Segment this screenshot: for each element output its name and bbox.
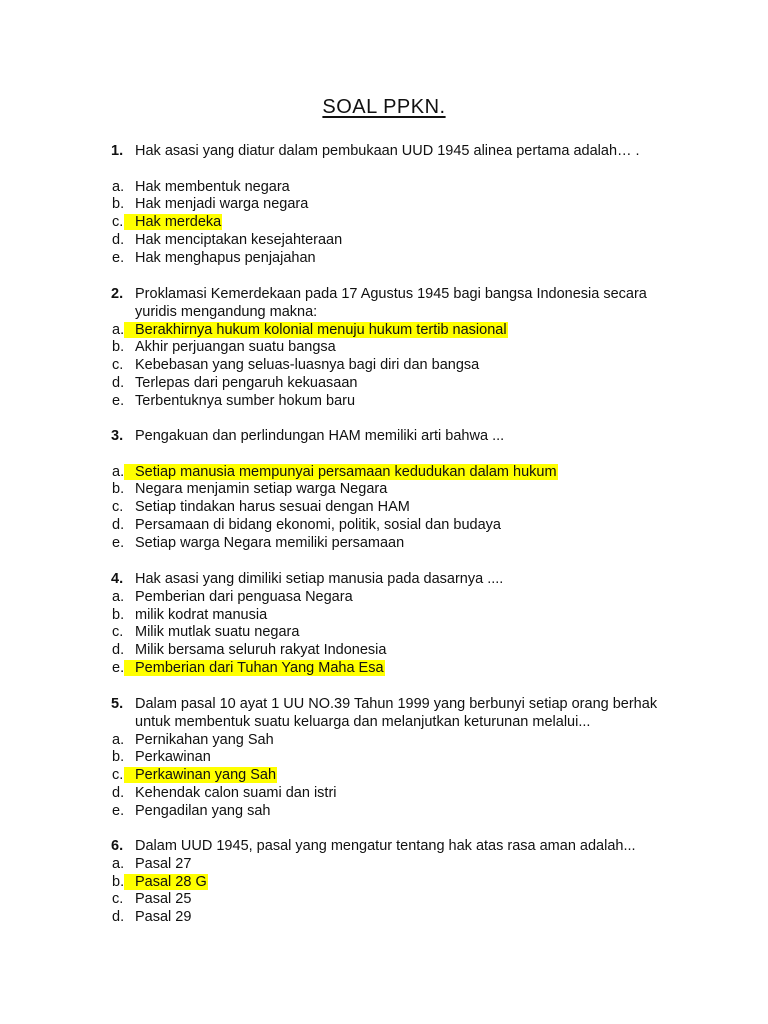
option-letter: e. <box>112 802 125 819</box>
option-letter: c. <box>112 624 124 641</box>
option-letter: d. <box>112 784 125 801</box>
option-letter: b. <box>112 481 125 498</box>
question-text: Pengakuan dan perlindungan HAM memiliki arti bahwa ... <box>135 428 505 444</box>
option-d <box>0 517 768 535</box>
question-number: 3. <box>111 428 124 444</box>
option-d <box>0 785 768 803</box>
option-text: Kehendak calon suami dan istri <box>135 784 337 801</box>
option-letter: d. <box>112 642 125 659</box>
option-text: Perkawinan <box>135 749 211 766</box>
option-text: Milik mutlak suatu negara <box>135 624 300 641</box>
option-e <box>0 393 768 411</box>
option-text: Hak menciptakan kesejahteraan <box>135 231 343 248</box>
option-b <box>0 607 768 625</box>
option-c <box>0 624 768 642</box>
option-b <box>0 196 768 214</box>
option-e-highlighted <box>0 660 768 678</box>
option-e <box>0 250 768 268</box>
option-text-highlighted: Berakhirnya hukum kolonial menuju hukum tertib nasional <box>135 321 507 338</box>
question-text: Dalam UUD 1945, pasal yang mengatur tentang hak atas rasa aman adalah... <box>135 838 636 854</box>
option-list <box>0 179 768 268</box>
option-text: Pengadilan yang sah <box>135 802 271 819</box>
question-stem <box>0 838 768 856</box>
option-text-highlighted: Pasal 28 G <box>135 873 207 890</box>
option-letter: c. <box>112 214 124 231</box>
option-letter: a. <box>112 855 125 872</box>
option-b <box>0 339 768 357</box>
option-b-highlighted <box>0 874 768 892</box>
option-letter: a. <box>112 731 125 748</box>
option-letter: d. <box>112 231 125 248</box>
option-letter: b. <box>112 339 125 356</box>
option-text: Hak membentuk negara <box>135 178 290 195</box>
question-3 <box>0 428 768 553</box>
option-list <box>0 856 768 927</box>
option-letter: b. <box>112 873 125 890</box>
option-list <box>0 589 768 678</box>
option-letter: d. <box>112 516 125 533</box>
option-a-highlighted <box>0 322 768 340</box>
question-number: 5. <box>111 696 124 712</box>
option-text: Setiap tindakan harus sesuai dengan HAM <box>135 499 410 516</box>
option-b <box>0 749 768 767</box>
option-text: Terlepas dari pengaruh kekuasaan <box>135 374 358 391</box>
option-text: Pemberian dari penguasa Negara <box>135 588 353 605</box>
option-letter: a. <box>112 588 125 605</box>
question-2 <box>0 286 768 411</box>
question-4 <box>0 571 768 678</box>
page-title <box>0 96 768 119</box>
option-e <box>0 803 768 821</box>
option-a-highlighted <box>0 464 768 482</box>
option-text: milik kodrat manusia <box>135 606 268 623</box>
option-text: Akhir perjuangan suatu bangsa <box>135 339 336 356</box>
option-letter: a. <box>112 321 125 338</box>
option-a <box>0 732 768 750</box>
option-c-highlighted <box>0 214 768 232</box>
option-text: Pasal 25 <box>135 891 192 908</box>
option-c-highlighted <box>0 767 768 785</box>
option-a <box>0 856 768 874</box>
option-letter: e. <box>112 534 125 551</box>
option-c <box>0 891 768 909</box>
option-text: Kebebasan yang seluas-luasnya bagi diri dan bangsa <box>135 357 480 374</box>
option-letter: c. <box>112 767 124 784</box>
option-list <box>0 464 768 553</box>
option-letter: c. <box>112 499 124 516</box>
option-letter: b. <box>112 606 125 623</box>
question-6 <box>0 838 768 927</box>
question-number: 1. <box>111 143 124 159</box>
question-number: 6. <box>111 838 124 854</box>
option-text-highlighted: Pemberian dari Tuhan Yang Maha Esa <box>135 659 384 676</box>
option-letter: c. <box>112 891 124 908</box>
option-d <box>0 375 768 393</box>
option-e <box>0 535 768 553</box>
option-letter: e. <box>112 249 125 266</box>
option-c <box>0 499 768 517</box>
option-d <box>0 232 768 250</box>
question-text: Hak asasi yang diatur dalam pembukaan UUD 1945 alinea pertama adalah… . <box>135 143 640 159</box>
option-text: Pasal 27 <box>135 855 192 872</box>
option-text: Hak menjadi warga negara <box>135 196 309 213</box>
option-text: Terbentuknya sumber hokum baru <box>135 392 356 409</box>
option-list <box>0 732 768 821</box>
option-letter: e. <box>112 392 125 409</box>
option-letter: d. <box>112 374 125 391</box>
option-text: Milik bersama seluruh rakyat Indonesia <box>135 642 387 659</box>
option-letter: a. <box>112 178 125 195</box>
question-stem <box>0 286 768 322</box>
option-letter: c. <box>112 357 124 374</box>
option-text: Hak menghapus penjajahan <box>135 249 316 266</box>
option-letter: b. <box>112 196 125 213</box>
option-letter: a. <box>112 463 125 480</box>
option-d <box>0 909 768 927</box>
question-text: Dalam pasal 10 ayat 1 UU NO.39 Tahun 1999 yang berbunyi setiap orang berhak untuk membentuk suatu keluarga dan melanjutkan keturunan melalui... <box>135 696 658 730</box>
option-text: Negara menjamin setiap warga Negara <box>135 481 388 498</box>
question-stem <box>0 696 768 732</box>
option-c <box>0 357 768 375</box>
option-a <box>0 179 768 197</box>
option-text: Pasal 29 <box>135 909 192 926</box>
question-number: 4. <box>111 571 124 587</box>
option-letter: d. <box>112 909 125 926</box>
option-list <box>0 322 768 411</box>
question-number: 2. <box>111 286 124 302</box>
question-stem <box>0 143 768 161</box>
option-text-highlighted: Perkawinan yang Sah <box>135 767 277 784</box>
option-text: Setiap warga Negara memiliki persamaan <box>135 534 405 551</box>
question-stem <box>0 571 768 589</box>
option-text-highlighted: Setiap manusia mempunyai persamaan kedudukan dalam hukum <box>135 463 557 480</box>
option-a <box>0 589 768 607</box>
option-d <box>0 642 768 660</box>
option-b <box>0 481 768 499</box>
question-5 <box>0 696 768 821</box>
option-text: Persamaan di bidang ekonomi, politik, sosial dan budaya <box>135 516 501 533</box>
option-text-highlighted: Hak merdeka <box>135 214 222 231</box>
option-text: Pernikahan yang Sah <box>135 731 274 748</box>
question-stem <box>0 428 768 446</box>
question-text: Hak asasi yang dimiliki setiap manusia pada dasarnya .... <box>135 571 504 587</box>
option-letter: b. <box>112 749 125 766</box>
option-letter: e. <box>112 659 125 676</box>
question-1 <box>0 143 768 268</box>
page-title-text: SOAL PPKN. <box>322 96 446 118</box>
question-text: Proklamasi Kemerdekaan pada 17 Agustus 1945 bagi bangsa Indonesia secara yuridis mengandung makna: <box>135 286 647 320</box>
